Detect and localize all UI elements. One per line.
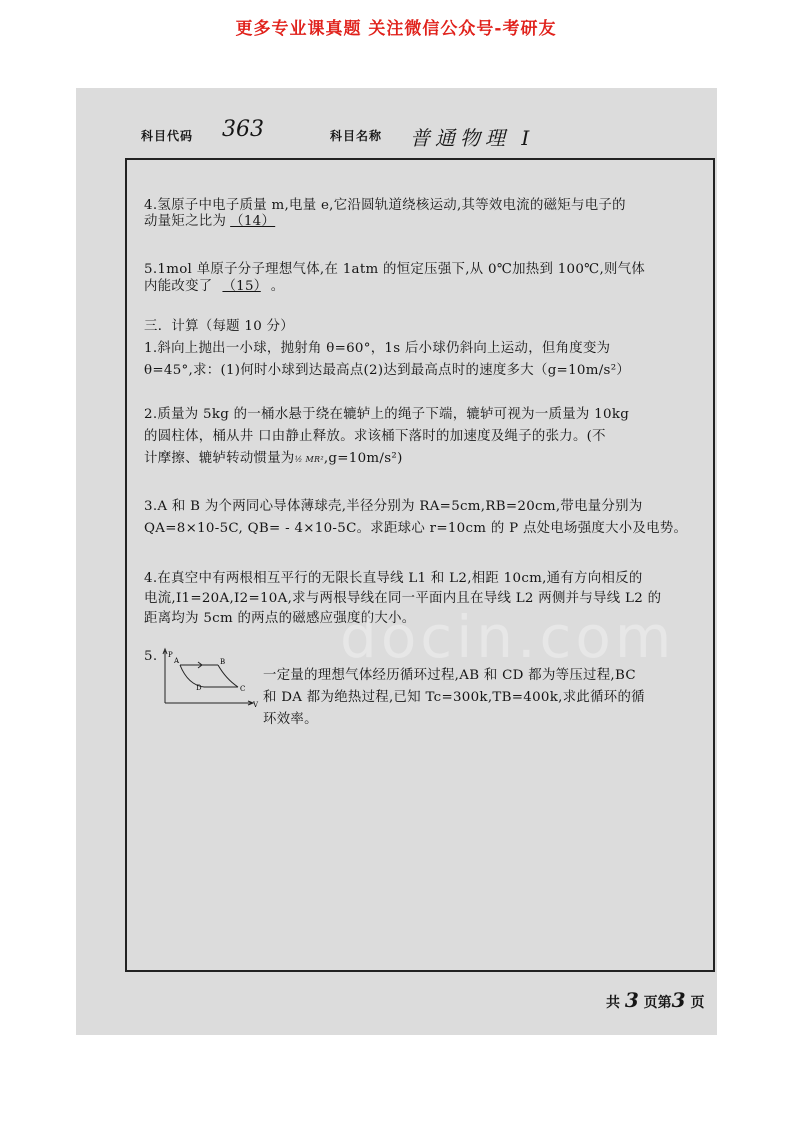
point-d-label: D [196, 684, 202, 692]
calc-3-line-2: QA=8×10-5C, QB= - 4×10-5C。求距球心 r=10cm 的 P 点处电场强度大小及电势。 [144, 521, 688, 536]
inertia-formula: ½ MR² [294, 455, 324, 464]
question-5-line-2 [144, 276, 709, 298]
top-banner: 更多专业课真题 关注微信公众号-考研友 [235, 19, 557, 39]
calc-4-line-2: 电流,I1=20A,I2=10A,求与两根导线在同一平面内且在导线 L2 两侧并与导线 L2 的 [144, 591, 662, 606]
question-5-line-1: 5.1mol 单原子分子理想气体,在 1atm 的恒定压强下,从 0℃加热到 100℃,则气体 [144, 262, 646, 277]
subject-code-value: 363 [222, 117, 264, 142]
blank-14: （14） [230, 214, 276, 229]
calc-2-prefix: 计摩擦、辘轳转动惯量为 [144, 451, 295, 466]
calc-4-line-3: 距离均为 5cm 的两点的磁感应强度的大小。 [144, 611, 416, 626]
footer-prefix: 共 [606, 995, 620, 1011]
section-heading: 三．计算（每题 10 分） [144, 319, 294, 334]
calc-2-suffix: ,g=10m/s²) [323, 451, 403, 466]
question-5-suffix: 。 [270, 279, 285, 294]
calc-5-line-3: 环效率。 [263, 712, 318, 727]
calc-5-line-1: 一定量的理想气体经历循环过程,AB 和 CD 都为等压过程,BC [263, 668, 636, 683]
point-a-label: A [174, 657, 180, 665]
axis-v-label: V [253, 701, 259, 709]
point-c-label: C [240, 685, 246, 693]
subject-code-label: 科目代码 [141, 129, 194, 143]
calc-5-number: 5. [144, 649, 158, 664]
calc-1-line-1: 1.斜向上抛出一小球，抛射角 θ=60°，1s 后小球仍斜向上运动，但角度变为 [144, 341, 611, 356]
calc-2-line-3 [144, 448, 709, 471]
watermark: docin.com [340, 603, 676, 671]
calc-4-line-1: 4.在真空中有两根相互平行的无限长直导线 L1 和 L2,相距 10cm,通有方向相反的 [144, 571, 643, 586]
question-4-line-1: 4.氢原子中电子质量 m,电量 e,它沿圆轨道绕核运动,其等效电流的磁矩与电子的 [144, 198, 626, 213]
footer-middle: 页第 [643, 995, 672, 1011]
footer-suffix: 页 [690, 995, 705, 1011]
footer-total-pages: 3 [624, 988, 639, 1012]
question-4-line-2 [144, 211, 709, 233]
question-5-prefix: 内能改变了 [144, 279, 213, 294]
question-4-prefix: 动量矩之比为 [144, 214, 227, 229]
axis-p-label: P [168, 651, 173, 659]
calc-1-line-2: θ=45°,求：(1)何时小球到达最高点(2)达到最高点时的速度多大（g=10m/s²） [144, 363, 631, 378]
subject-name-value: 普通物理 I [410, 126, 535, 150]
footer-current-page: 3 [671, 988, 686, 1012]
page-footer [606, 988, 704, 1012]
pv-cycle-diagram [160, 647, 260, 709]
calc-3-line-1: 3.A 和 B 为个两同心导体薄球壳,半径分别为 RA=5cm,RB=20cm,带电量分别为 [144, 499, 643, 514]
blank-15: （15） [222, 279, 261, 294]
subject-name-label: 科目名称 [330, 129, 383, 143]
point-b-label: B [220, 658, 226, 666]
calc-2-line-2: 的圆柱体，桶从井 口由静止释放。求该桶下落时的加速度及绳子的张力。(不 [144, 429, 606, 444]
calc-5-line-2: 和 DA 都为绝热过程,已知 Tc=300k,TB=400k,求此循环的循 [263, 690, 645, 705]
calc-2-line-1: 2.质量为 5kg 的一桶水悬于绕在辘轳上的绳子下端，辘轳可视为一质量为 10kg [144, 407, 630, 422]
